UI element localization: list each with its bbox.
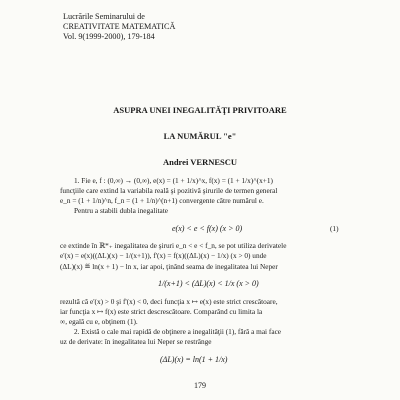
paragraph-2-line-1: ce extinde în ℝ*₊ inegalitatea de şiruri e_n < e < f_n, se pot utiliza derivatele	[60, 241, 287, 250]
journal-volume: Vol. 9(1999-2000), 179-184	[63, 32, 155, 41]
author-name: Andrei VERNESCU	[162, 157, 238, 167]
paragraph-2-line-2: e'(x) = e(x)((ΔL)(x) − 1/(x+1)), f'(x) = f(x)((ΔL)(x) − 1/x) (x > 0) unde	[60, 251, 267, 260]
paragraph-2-line-3: (ΔL)(x) ≝ ln(x + 1) − ln x, iar apoi, ţinând seama de inegalitatea lui Neper	[60, 262, 278, 271]
paragraph-3-line-2: iar funcţia x ↦ f(x) este strict descrescătoare. Comparând cu limita la	[60, 307, 263, 316]
equation-1-number: (1)	[330, 224, 339, 233]
paragraph-4-line-2: uz de derivate: în inegalitatea lui Neper se restrânge	[60, 337, 212, 346]
page-number: 179	[194, 381, 206, 390]
paragraph-1-line-4: Pentru a stabili dubla inegalitate	[74, 206, 169, 215]
equation-3: (ΔL)(x) = ln(1 + 1/x)	[160, 355, 228, 364]
paragraph-3-line-1: rezultă că e'(x) > 0 şi f'(x) < 0, deci funcţia x ↦ e(x) este strict crescătoare,	[60, 297, 278, 306]
journal-name: Lucrările Seminarului de	[63, 12, 145, 21]
paragraph-1-line-2: funcţiile care extind la variabila reală şi pozitivă şirurile de termen general	[60, 186, 278, 195]
equation-2: 1/(x+1) < (ΔL)(x) < 1/x (x > 0)	[158, 279, 259, 288]
paragraph-1-line-1: 1. Fie e, f : (0,∞) → (0,∞), e(x) = (1 + 1/x)^x, f(x) = (1 + 1/x)^(x+1)	[74, 176, 273, 185]
paragraph-1-line-3: e_n = (1 + 1/n)^n, f_n = (1 + 1/n)^(n+1) convergente către numărul e.	[60, 196, 264, 205]
paragraph-3-line-3: ∞, egală cu e, obţinem (1).	[60, 317, 138, 326]
paragraph-4-line-1: 2. Există o cale mai rapidă de obţinere a inegalităţii (1), fără a mai face	[74, 327, 282, 336]
equation-1: e(x) < e < f(x) (x > 0)	[172, 224, 243, 233]
journal-subtitle: CREATIVITATE MATEMATICĂ	[63, 22, 176, 31]
paper-subtitle: LA NUMĂRUL "e"	[163, 131, 237, 141]
paper-title: ASUPRA UNEI INEGALITĂŢI PRIVITOARE	[113, 105, 287, 115]
